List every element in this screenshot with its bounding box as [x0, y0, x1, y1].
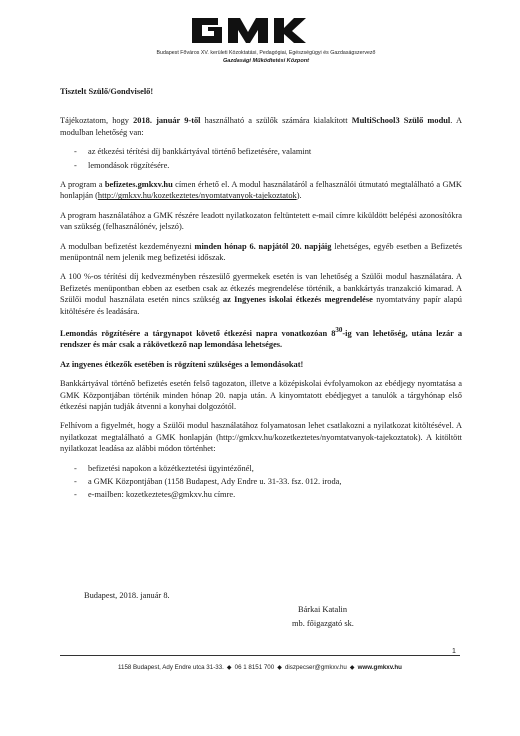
- footer-address: 1158 Budapest, Ady Endre utca 31-33.: [118, 664, 224, 671]
- signer-title: mb. főigazgató sk.: [292, 619, 354, 628]
- paragraph-meal-ticket: Bankkártyával történő befizetés esetén felső tagozaton, illetve a középiskolai évfolyamokon az ebédjegy nyomtatása a GMK Központjában történik minden hónap 20. napja után. A kinyomtatott ebédjegyet a tanulók a tárgyhónap első étkezési napján tudják átvenni a konyhai dolgozótól.: [60, 379, 462, 411]
- payment-period: minden hónap 6. napjától 20. napjáig: [194, 241, 332, 251]
- footer: [60, 664, 460, 671]
- list-item: - az étkezési térítési díj bankkártyával történő befizetésére, valamint: [74, 146, 462, 157]
- text-run: Tájékoztatom, hogy: [60, 116, 134, 126]
- text-run: címen érhető el. A modul használatáról a felhasználói útmutató megtalálható a GMK honlapján (: [60, 180, 462, 201]
- text-run: A program a: [60, 180, 105, 190]
- features-list: [60, 146, 462, 171]
- form-name: az Ingyenes iskolai étkezés megrendelése: [222, 295, 373, 305]
- footer-separator-icon: ◆: [226, 664, 232, 671]
- list-item: - e-mailben: kozetkeztetes@gmkxv.hu címre.: [74, 489, 462, 500]
- paragraph-cancellation-deadline: [60, 325, 462, 351]
- module-name: MultiSchool3 Szülő modul: [351, 116, 451, 126]
- guide-link[interactable]: http://gmkxv.hu/kozetkeztetes/nyomtatvanyok-tajekoztatok: [97, 191, 297, 201]
- letter-body: [60, 86, 462, 509]
- text-run: Lemondás rögzítésére a tárgynapot követő étkezési napra vonatkozóan 8: [60, 328, 336, 338]
- paragraph-discount: [60, 271, 462, 317]
- gmk-logo-graphic: [188, 10, 306, 50]
- paragraph-program-access: [60, 179, 462, 202]
- page-number: 1: [452, 648, 456, 655]
- text-run: -ig van lehetőség, utána lezár a rendszer és már csak a rákövetkező nap lemondása lehetséges.: [60, 328, 463, 350]
- list-item: - lemondások rögzítésére.: [74, 160, 462, 171]
- text-run: lehetséges, egyéb esetben a Befizetés menüpontnál nem jelenik meg befizetési időszak.: [60, 241, 462, 263]
- time-superscript: 30: [335, 326, 343, 335]
- footer-email[interactable]: diszpecser@gmkxv.hu: [284, 664, 347, 671]
- footer-phone: 06 1 8151 700: [234, 664, 275, 671]
- list-item: - befizetési napokon a közétkeztetési ügyintézőnél,: [74, 463, 462, 474]
- program-link[interactable]: befizetes.gmkxv.hu: [104, 180, 173, 190]
- text-run: A modulban befizetést kezdeményezni: [60, 241, 195, 251]
- text-run: használható a szülők számára kialakított: [200, 116, 352, 126]
- paragraph-free-meals-notice: Az ingyenes étkezők esetében is rögzíteni szükséges a lemondásokat!: [60, 359, 304, 369]
- text-run: ).: [296, 191, 302, 201]
- letter-date: Budapest, 2018. január 8.: [84, 591, 170, 600]
- footer-divider: [60, 655, 460, 656]
- signer-name: Bárkai Katalin: [298, 605, 348, 614]
- date-highlight: 2018. január 9-től: [133, 116, 201, 126]
- footer-separator-icon: ◆: [277, 664, 282, 671]
- paragraph-payment-window: [60, 241, 462, 264]
- paragraph-intro: [60, 115, 462, 138]
- organization-name: Budapest Főváros XV. kerületi Közoktatási, Pedagógiai, Egészségügyi és Gazdaságszervező: [156, 50, 376, 56]
- text-run: . A modulban lehetőség van:: [60, 116, 463, 137]
- text-run: nyomtatvány papír alapú kitöltésére és leadására.: [60, 295, 462, 316]
- submission-methods-list: [60, 463, 462, 501]
- footer-website[interactable]: www.gmkxv.hu: [357, 664, 402, 671]
- text-run: A 100 %-os térítési díj kedvezményben részesülő gyermekek esetén is van lehetőség a Szülői modul használatára. A Befizetés menüpontban ebben az esetben csak az étkezés megrendelése történik, a bankkártyás tranzakció kimarad. A Szülői modul használata esetén nincs szükség: [60, 272, 462, 305]
- footer-separator-icon: ◆: [349, 664, 355, 671]
- paragraph-credentials: A program használatához a GMK részére leadott nyilatkozaton feltüntetett e-mail címre kiküldött belépési azonosítókra van szükség (felhasználónév, jelszó).: [60, 210, 462, 232]
- organization-subtitle: Gazdasági Működtetési Központ: [222, 58, 310, 64]
- paragraph-declaration: Felhívom a figyelmét, hogy a Szülői modul használatához folyamatosan lehet csatlakozni a nyilatkozat kitöltésével. A nyilatkozat megtalálható a GMK honlapján (http://gmkxv.hu/kozetkeztetes/nyomtatvanyok-tajekoztatok). A kitöltött nyilatkozat leadása az alábbi módon történhet:: [60, 421, 462, 454]
- gmk-logo: [188, 10, 306, 50]
- greeting: Tisztelt Szülő/Gondviselő!: [60, 87, 154, 96]
- list-item: - a GMK Központjában (1158 Budapest, Ady Endre u. 31-33. fsz. 012. iroda,: [74, 476, 462, 487]
